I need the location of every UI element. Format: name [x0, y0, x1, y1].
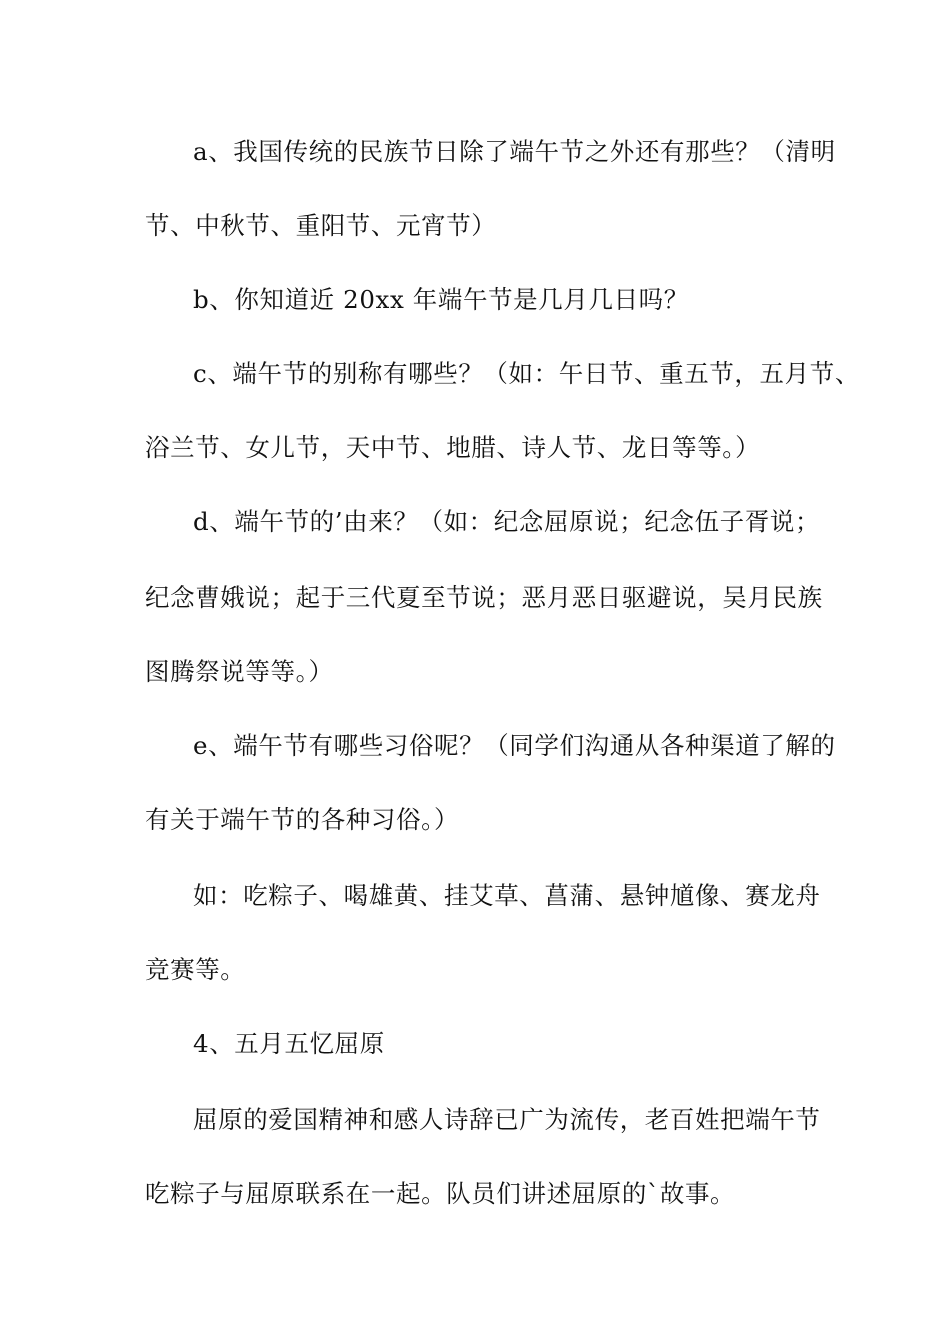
- paragraph-quyuan-line-2: 吃粽子与屈原联系在一起。队员们讲述屈原的`故事。: [145, 1179, 736, 1208]
- paragraph-c-line-1: c、端午节的别称有哪些？（如：午日节、重五节，五月节、: [193, 359, 860, 388]
- paragraph-quyuan-line-1: 屈原的爱国精神和感人诗辞已广为流传，老百姓把端午节: [193, 1105, 821, 1134]
- paragraph-d-line-1: d、端午节的’由来？（如：纪念屈原说；纪念伍子胥说；: [193, 507, 821, 536]
- paragraph-a-line-2: 节、中秋节、重阳节、元宵节）: [145, 211, 497, 240]
- paragraph-example-line-2: 竞赛等。: [145, 955, 246, 984]
- paragraph-d-line-3: 图腾祭说等等。）: [145, 657, 334, 686]
- paragraph-example-line-1: 如：吃粽子、喝雄黄、挂艾草、菖蒲、悬钟馗像、赛龙舟: [193, 881, 821, 910]
- paragraph-b-line-1: b、你知道近 20xx 年端午节是几月几日吗？: [193, 285, 689, 314]
- paragraph-d-line-2: 纪念曹娥说；起于三代夏至节说；恶月恶日驱避说，吴月民族: [145, 583, 823, 612]
- paragraph-c-line-2: 浴兰节、女儿节，天中节、地腊、诗人节、龙日等等。）: [145, 433, 761, 462]
- paragraph-e-line-1: e、端午节有哪些习俗呢？（同学们沟通从各种渠道了解的: [193, 731, 836, 760]
- section-heading: 4、五月五忆屈原: [193, 1029, 385, 1058]
- paragraph-e-line-2: 有关于端午节的各种习俗。）: [145, 805, 460, 834]
- paragraph-a-line-1: a、我国传统的民族节日除了端午节之外还有那些？（清明: [193, 137, 836, 166]
